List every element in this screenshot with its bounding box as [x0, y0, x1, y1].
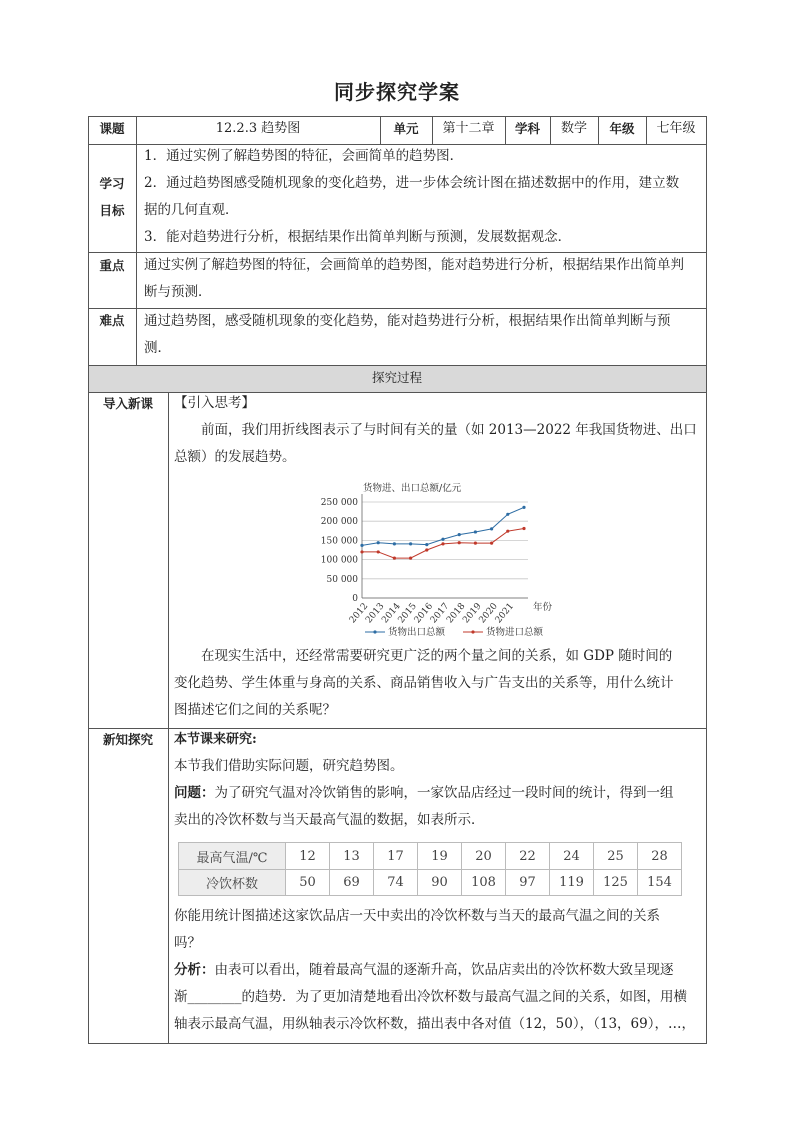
- key-line-1: 通过实例了解趋势图的特征，会画简单的趋势图，能对趋势进行分析，根据结果作出简单判: [144, 257, 684, 273]
- legend-label: 货物出口总额: [388, 627, 446, 638]
- table-cell: 13: [330, 843, 374, 870]
- table-head-temp: 最高气温/℃: [179, 843, 286, 870]
- x-tick-label: 2014: [380, 601, 403, 626]
- grade-value: 七年级: [656, 121, 696, 136]
- question-label: 问题：: [174, 785, 215, 801]
- page-title: 同步探究学案: [334, 80, 460, 104]
- table-row: [179, 843, 682, 870]
- course-value: 12.2.3 趋势图: [215, 121, 301, 136]
- x-tick-label: 2019: [461, 601, 484, 626]
- data-point: [377, 550, 380, 553]
- table-cell: 12: [286, 843, 330, 870]
- data-point: [393, 542, 396, 545]
- data-point: [377, 541, 380, 544]
- analysis-line-2: 渐________的趋势．为了更加清楚地看出冷饮杯数与最高气温之间的关系，如图，用横: [174, 989, 687, 1005]
- data-point: [409, 542, 412, 545]
- table-cell: 19: [418, 843, 462, 870]
- data-point: [474, 541, 477, 544]
- analysis-label: 分析：: [174, 962, 215, 978]
- legend-marker: [471, 630, 474, 633]
- goals-label: 学习: [99, 176, 125, 191]
- x-tick-label: 2015: [396, 601, 419, 626]
- table-head-cups: 冷饮杯数: [179, 870, 286, 896]
- data-point: [360, 550, 363, 553]
- difficult-line-1: 通过趋势图，感受随机现象的变化趋势，能对趋势进行分析，根据结果作出简单判断与预: [144, 313, 671, 329]
- process-header: 探究过程: [371, 370, 422, 385]
- table-cell: 125: [594, 870, 638, 896]
- x-tick-label: 2016: [412, 601, 436, 626]
- x-tick-label: 2020: [477, 601, 500, 626]
- ask-line-2: 吗？: [174, 935, 201, 951]
- explore-heading: 本节课来研究:: [174, 732, 257, 747]
- intro-p2-line-3: 图描述它们之间的关系呢？: [174, 702, 336, 718]
- trade-line-chart: [300, 476, 580, 644]
- legend-label: 货物进口总额: [486, 627, 544, 638]
- table-cell: 50: [286, 870, 330, 896]
- intro-heading: 【引入思考】: [174, 395, 255, 411]
- x-axis-title: 年份: [533, 602, 553, 613]
- goal-item-2-cont: 据的几何直观．: [144, 202, 239, 218]
- subject-value: 数学: [560, 121, 587, 136]
- data-point: [506, 530, 509, 533]
- data-point: [522, 506, 525, 509]
- intro-p1-line-1: 前面，我们用折线图表示了与时间有关的量（如 2013—2022 年我国货物进、出口: [201, 422, 697, 438]
- x-tick-label: 2018: [445, 601, 468, 626]
- intro-label: 导入新课: [102, 396, 153, 411]
- table-cell: 28: [638, 843, 682, 870]
- question-line-1: 为了研究气温对冷饮销售的影响，一家饮品店经过一段时间的统计，得到一组: [214, 785, 674, 801]
- table-cell: 108: [462, 870, 506, 896]
- data-point: [360, 544, 363, 547]
- table-cell: 17: [374, 843, 418, 870]
- x-tick-label: 2021: [493, 601, 517, 626]
- y-tick-label: 100 000: [320, 555, 358, 566]
- unit-value: 第十二章: [442, 121, 495, 136]
- y-tick-label: 50 000: [326, 574, 358, 585]
- table-cell: 69: [330, 870, 374, 896]
- y-tick-label: 0: [352, 594, 358, 604]
- data-point: [490, 541, 493, 544]
- table-cell: 20: [462, 843, 506, 870]
- key-label: 重点: [99, 258, 125, 273]
- difficult-label: 难点: [99, 313, 125, 328]
- data-point: [425, 543, 428, 546]
- analysis-line-3: 轴表示最高气温，用纵轴表示冷饮杯数，描出表中各对值（12，50），（13，69），…，: [174, 1016, 695, 1032]
- intro-p2-line-1: 在现实生活中，还经常需要研究更广泛的两个量之间的关系，如 GDP 随时间的: [201, 648, 673, 664]
- y-tick-label: 200 000: [320, 517, 358, 528]
- data-point: [425, 548, 428, 551]
- legend-marker: [373, 630, 376, 633]
- x-tick-label: 2013: [364, 601, 387, 626]
- table-cell: 22: [506, 843, 550, 870]
- table-row: [179, 870, 682, 896]
- table-cell: 97: [506, 870, 550, 896]
- course-label: 课题: [99, 121, 125, 136]
- data-point: [458, 533, 461, 536]
- intro-p1-line-2: 总额）的发展趋势。: [174, 449, 296, 465]
- data-point: [474, 530, 477, 533]
- table-cell: 154: [638, 870, 682, 896]
- data-point: [441, 538, 444, 541]
- table-cell: 24: [550, 843, 594, 870]
- table-cell: 90: [418, 870, 462, 896]
- ask-line-1: 你能用统计图描述这家饮品店一天中卖出的冷饮杯数与当天的最高气温之间的关系: [174, 908, 660, 924]
- unit-label: 单元: [393, 121, 419, 136]
- difficult-line-2: 测．: [144, 340, 171, 356]
- table-cell: 119: [550, 870, 594, 896]
- table-cell: 74: [374, 870, 418, 896]
- data-point: [458, 541, 461, 544]
- data-point: [522, 527, 525, 530]
- grade-label: 年级: [609, 121, 635, 136]
- goal-item-1: 1．通过实例了解趋势图的特征，会画简单的趋势图．: [144, 148, 464, 164]
- goal-item-2: 2．通过趋势图感受随机现象的变化趋势，进一步体会统计图在描述数据中的作用，建立数: [144, 175, 680, 191]
- data-point: [409, 556, 412, 559]
- key-line-2: 断与预测．: [144, 284, 212, 300]
- x-tick-label: 2017: [428, 601, 452, 626]
- analysis-line-1: 由表可以看出，随着最高气温的逐渐升高，饮品店卖出的冷饮杯数大致呈现逐: [214, 962, 674, 978]
- goals-label-2: 目标: [99, 203, 125, 218]
- data-point: [490, 527, 493, 530]
- table-cell: 25: [594, 843, 638, 870]
- y-tick-label: 150 000: [320, 536, 358, 547]
- data-point: [506, 513, 509, 516]
- intro-p2-line-2: 变化趋势、学生体重与身高的关系、商品销售收入与广告支出的关系等，用什么统计: [174, 675, 674, 691]
- explore-intro: 本节我们借助实际问题，研究趋势图。: [174, 758, 404, 774]
- explore-label: 新知探究: [102, 732, 153, 747]
- subject-label: 学科: [514, 121, 540, 136]
- goal-item-3: 3．能对趋势进行分析，根据结果作出简单判断与预测，发展数据观念．: [144, 229, 572, 245]
- x-tick-label: 2012: [347, 601, 371, 626]
- y-tick-label: 250 000: [320, 498, 358, 508]
- y-axis-title: 货物进、出口总额/亿元: [363, 483, 462, 494]
- data-table: [178, 842, 682, 896]
- question-line-2: 卖出的冷饮杯数与当天最高气温的数据，如表所示．: [174, 812, 485, 828]
- data-point: [441, 542, 444, 545]
- data-point: [393, 556, 396, 559]
